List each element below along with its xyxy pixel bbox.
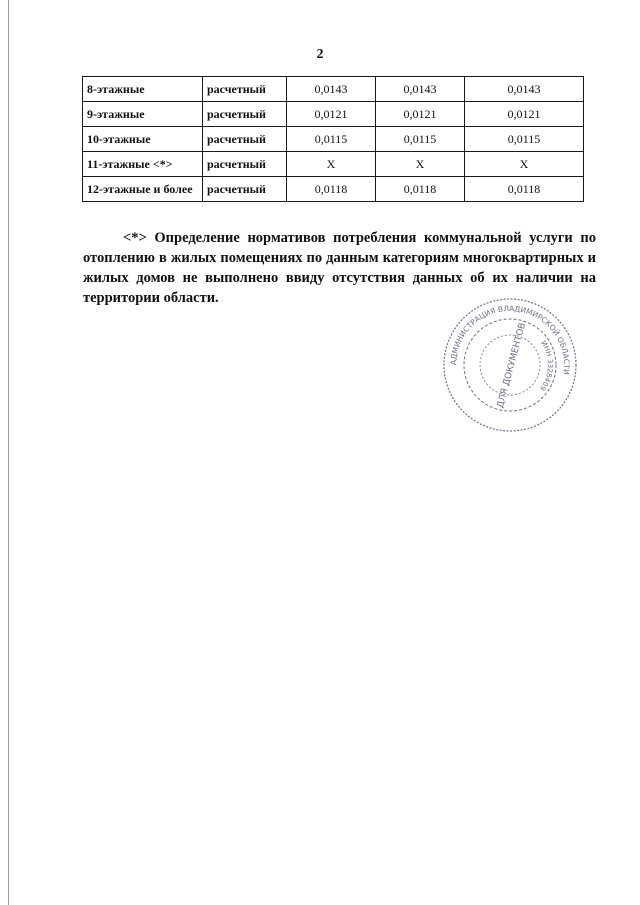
cell-method: расчетный: [203, 127, 287, 152]
table-row: [83, 102, 584, 127]
cell-value-3: 0,0118: [465, 177, 584, 202]
cell-value-2: X: [376, 152, 465, 177]
cell-value-1: X: [287, 152, 376, 177]
cell-value-2: 0,0115: [376, 127, 465, 152]
official-seal-stamp: [440, 295, 580, 435]
cell-category: 10-этажные: [83, 127, 203, 152]
cell-value-1: 0,0143: [287, 77, 376, 102]
cell-method: расчетный: [203, 152, 287, 177]
cell-category: 9-этажные: [83, 102, 203, 127]
cell-value-1: 0,0121: [287, 102, 376, 127]
cell-method: расчетный: [203, 102, 287, 127]
cell-method: расчетный: [203, 77, 287, 102]
table-row: [83, 152, 584, 177]
page-left-edge: [8, 0, 9, 905]
cell-value-1: 0,0118: [287, 177, 376, 202]
stamp-ring-text: АДМИНИСТРАЦИЯ ВЛАДИМИРСКОЙ ОБЛАСТИ: [448, 303, 572, 376]
cell-category: 8-этажные: [83, 77, 203, 102]
stamp-center-text: ДЛЯ ДОКУМЕНТОВ: [495, 321, 529, 410]
cell-value-2: 0,0118: [376, 177, 465, 202]
cell-value-3: 0,0143: [465, 77, 584, 102]
stamp-inn-text: ИНН 3328409: [538, 339, 555, 393]
cell-value-1: 0,0115: [287, 127, 376, 152]
page-number: 2: [316, 47, 324, 62]
footnote-text: <*> Определение нормативов потребления коммунальной услуги по отоплению в жилых помещениях по данным категориям многоквартирных и жилых домов не выполнено ввиду отсутствия данных об их наличии на территории области.: [83, 230, 596, 306]
cell-value-3: 0,0121: [465, 102, 584, 127]
cell-value-2: 0,0121: [376, 102, 465, 127]
table-row: [83, 127, 584, 152]
cell-category: 12-этажные и более: [83, 177, 203, 202]
cell-category: 11-этажные <*>: [83, 152, 203, 177]
table-row: [83, 77, 584, 102]
cell-value-3: X: [465, 152, 584, 177]
consumption-norms-table: [82, 76, 584, 202]
cell-value-3: 0,0115: [465, 127, 584, 152]
table-row: [83, 177, 584, 202]
cell-value-2: 0,0143: [376, 77, 465, 102]
cell-method: расчетный: [203, 177, 287, 202]
